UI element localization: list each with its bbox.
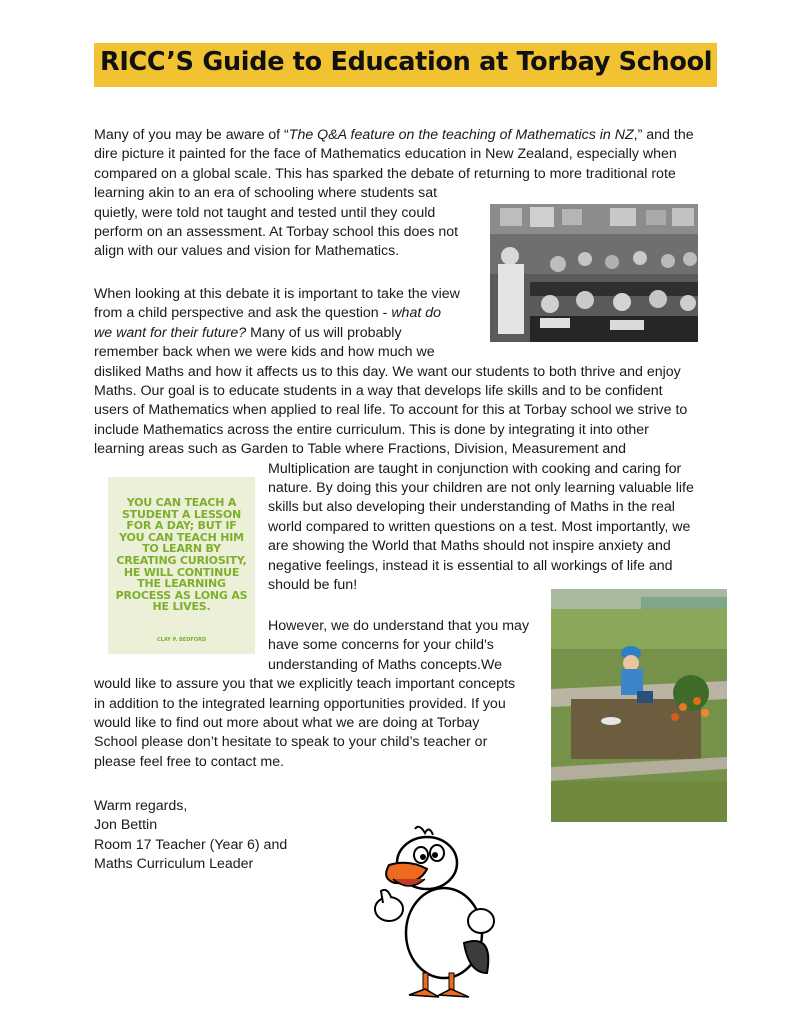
- p1-line: [94, 145, 677, 164]
- body-text: Warm regards,: [94, 798, 188, 814]
- p2-line: [94, 363, 681, 382]
- p2-line: [94, 382, 663, 401]
- page-title-banner: [94, 43, 717, 87]
- p2-line: [94, 285, 460, 304]
- p2-line: [268, 537, 671, 556]
- body-text: are showing the World that Maths should not inspire anxiety and: [268, 538, 671, 555]
- emphasis-text: The Q&A feature on the teaching of Mathematics in NZ: [288, 127, 634, 143]
- body-text: School please don’t hesitate to speak to your child’s teacher or: [94, 734, 488, 751]
- body-text: would like to find out more about what we are doing at Torbay: [94, 715, 480, 731]
- signature-line: [94, 836, 287, 855]
- quote-line: HE LIVES.: [152, 600, 211, 614]
- p1-line: [94, 165, 676, 184]
- body-text: negative feelings, instead it is essential to all workings of life and: [268, 557, 673, 574]
- p2-line: [94, 421, 649, 440]
- emphasis-text: what do: [391, 305, 442, 322]
- body-text: align with our values and vision for Mathematics.: [94, 243, 400, 260]
- p2-line: [94, 440, 626, 459]
- p2-line: [268, 460, 681, 479]
- signature-line: [94, 816, 157, 835]
- body-text: would like to assure you that we explicitly teach important concepts: [94, 676, 516, 693]
- body-text: remember back when we were kids and how much we: [94, 344, 435, 361]
- body-text: in addition to the integrated learning opportunities provided. If you: [94, 695, 506, 712]
- page-title: RICC’S Guide to Education at Torbay School: [100, 47, 713, 77]
- body-text: users of Mathematics when applied to real life. To account for this at Torbay school we strive to: [94, 402, 688, 419]
- p2-line: [94, 401, 687, 420]
- seagull-mascot-graphic: [369, 823, 505, 1003]
- signature-line: [94, 797, 187, 816]
- p1-line: [94, 242, 399, 261]
- body-text: Jon Bettin: [94, 817, 158, 834]
- body-text: learning akin to an era of schooling where students sat: [94, 185, 438, 202]
- p3-line: [268, 617, 529, 636]
- p3-line: [94, 753, 284, 772]
- body-text: include Mathematics across the entire curriculum. This is done by integrating it into other: [94, 421, 649, 438]
- body-text: When looking at this debate it is important to take the view: [94, 286, 460, 302]
- signature-line: [94, 855, 253, 874]
- body-text: compared on a global scale. This has sparked the debate of returning to more traditional rote: [94, 165, 676, 182]
- body-text: Multiplication are taught in conjunction with cooking and caring for: [268, 460, 682, 477]
- body-text: perform on an assessment. At Torbay school this does not: [94, 224, 459, 240]
- quote-line: YOU CAN TEACH HIM: [119, 530, 244, 544]
- body-text: world compared to written questions on a test. Most importantly, we: [268, 518, 691, 535]
- body-text: have some concerns for your child's: [268, 637, 494, 654]
- body-text: understanding of Maths concepts.We: [268, 656, 502, 673]
- quote-line: PROCESS AS LONG AS: [115, 588, 248, 602]
- p2-line: [94, 324, 402, 343]
- p2-line: [94, 304, 441, 323]
- quote-line: FOR A DAY; BUT IF: [126, 519, 237, 533]
- p2-line: [268, 518, 690, 537]
- body-text: Room 17 Teacher (Year 6) and: [94, 836, 288, 853]
- body-text: dire picture it painted for the face of Mathematics education in New Zealand, especially when: [94, 146, 677, 163]
- p2-line: [94, 343, 435, 362]
- body-text: Maths. Our goal is to educate students in a way that develops life skills and to be confident: [94, 383, 663, 399]
- quote-line: YOU CAN TEACH A: [126, 496, 237, 509]
- seagull-mascot: [369, 823, 505, 1003]
- body-text: skills but also developing their understanding of Maths in the real: [268, 499, 675, 516]
- p3-line: [94, 675, 515, 694]
- quote-line: THE LEARNING: [137, 577, 226, 591]
- p1-line: [94, 184, 437, 203]
- body-text: disliked Maths and how it affects us to this day. We want our students to both thrive and enjoy: [94, 363, 681, 380]
- body-text: However, we do understand that you may: [268, 618, 530, 634]
- body-text: please feel free to contact me.: [94, 753, 285, 770]
- p3-line: [94, 695, 506, 714]
- p2-line: [268, 498, 675, 517]
- quote-line: TO LEARN BY: [142, 542, 221, 556]
- p2-line: [268, 479, 694, 498]
- p3-line: [268, 656, 502, 675]
- garden-photo-graphic: [551, 589, 727, 822]
- p2-line: [268, 576, 357, 595]
- classroom-photo-graphic: [490, 204, 698, 342]
- classroom-photo: [490, 204, 698, 342]
- quote-line: CREATING CURIOSITY,: [116, 554, 247, 567]
- garden-photo: [551, 589, 727, 822]
- body-text: quietly, were told not taught and tested until they could: [94, 204, 436, 221]
- p1-line: [94, 126, 694, 145]
- quote-author: CLAY P. BEDFORD: [156, 637, 207, 643]
- body-text: ,” and the: [633, 127, 694, 143]
- emphasis-text: we want for their future?: [94, 324, 247, 341]
- quote-line: STUDENT A LESSON: [121, 507, 242, 521]
- body-text: nature. By doing this your children are not only learning valuable life: [268, 480, 694, 496]
- p3-line: [94, 733, 487, 752]
- body-text: from a child perspective and ask the question -: [94, 305, 392, 322]
- p2-line: [268, 557, 673, 576]
- body-text: Many of us will probably: [246, 324, 402, 341]
- quote-line: HE WILL CONTINUE: [123, 565, 240, 579]
- p1-line: [94, 204, 435, 223]
- body-text: should be fun!: [268, 577, 358, 593]
- body-text: Maths Curriculum Leader: [94, 856, 254, 873]
- p3-line: [94, 714, 479, 733]
- body-text: learning areas such as Garden to Table where Fractions, Division, Measurement and: [94, 441, 627, 458]
- p1-line: [94, 223, 458, 242]
- p3-line: [268, 636, 494, 655]
- quote-image: [108, 477, 255, 654]
- body-text: Many of you may be aware of “: [94, 127, 289, 143]
